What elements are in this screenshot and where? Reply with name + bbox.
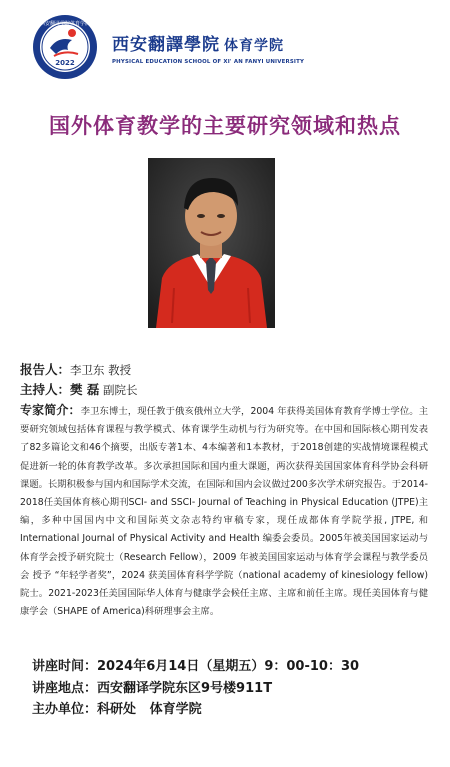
host-line — [20, 380, 428, 400]
host-name: 樊 磊 — [70, 382, 100, 397]
reporter-label: 报告人： — [20, 362, 71, 377]
place-value: 西安翻译学院东区9号楼911T — [97, 680, 273, 696]
organizer-label: 主办单位： — [32, 702, 98, 717]
dept-name-cn: 体育学院 — [224, 38, 284, 54]
school-logo-icon — [32, 14, 98, 80]
brand — [112, 30, 304, 65]
lecture-title: 国外体育教学的主要研究领域和热点 — [49, 113, 401, 138]
school-name-cn: 西安翻譯學院 — [112, 35, 220, 55]
reporter-value: 李卫东 教授 — [70, 363, 132, 377]
event-info — [32, 656, 432, 721]
bio-label: 专家简介： — [20, 403, 81, 417]
place-label: 讲座地点： — [32, 680, 98, 696]
time-label: 讲座时间： — [32, 659, 98, 674]
time-row — [32, 656, 432, 678]
logo-ring-text: 西安翻译学院体育学院 — [39, 21, 91, 27]
speaker-photo — [148, 158, 275, 328]
host-title: 副院长 — [103, 383, 138, 397]
host-label: 主持人： — [20, 382, 71, 397]
brand-cn — [112, 30, 304, 55]
bio-text: 李卫东博士，现任教于俄亥俄州立大学，2004 年获得美国体育教育学博士学位。主要研究领域包括体育课程与教学模式、体育课学生动机与行为研究等。在中国和国际核心期刊发表了82多篇论文和46个摘要，出版专著1本、4本编著和1本教材，于2018创建的实战情境课程模式促进新一轮的体育教学改革。多次承担国际和国内重大课题，两次获得美国国家体育科学协会科研课题。长期积极参与国内和国际学术交流，在国际和国内会议做过200多次学术研究报告。于2014-2018任美国体育核心期刊SCI- and SSCI- Journal of Teaching in Physical Education (JTPE)主编，多种中国国内中文和国际英文杂志特约审稿专家，现任成都体育学院学报, JTPE, 和International Journal of Physical Activity and Health 编委会委员。2005年被美国国家运动与体育学会授予研究院士（Research Fellow），2009 年被美国国家运动与体育学会课程与教学委员会 授予 “年轻学者奖”，2024 获美国体育科学学院（national academy of kinesiology fellow)院士。2021-2023任美国国际华人体育与健康学会候任主席、主席和前任主席。现任美国体育与健康学会（SHAPE of America)科研理事会主席。 — [20, 406, 428, 618]
place-row — [32, 678, 432, 700]
organizer-row — [32, 699, 432, 721]
school-name-en: PHYSICAL EDUCATION SCHOOL OF XI' AN FANYI UNIVERSITY — [112, 59, 305, 65]
details — [20, 360, 428, 621]
logo-year: 2022 — [55, 59, 75, 67]
reporter-line — [20, 360, 428, 380]
bio — [20, 401, 428, 621]
time-value: 2024年6月14日（星期五）9：00-10：30 — [97, 659, 360, 674]
header — [20, 6, 440, 84]
organizer-value: 科研处 体育学院 — [97, 702, 202, 717]
